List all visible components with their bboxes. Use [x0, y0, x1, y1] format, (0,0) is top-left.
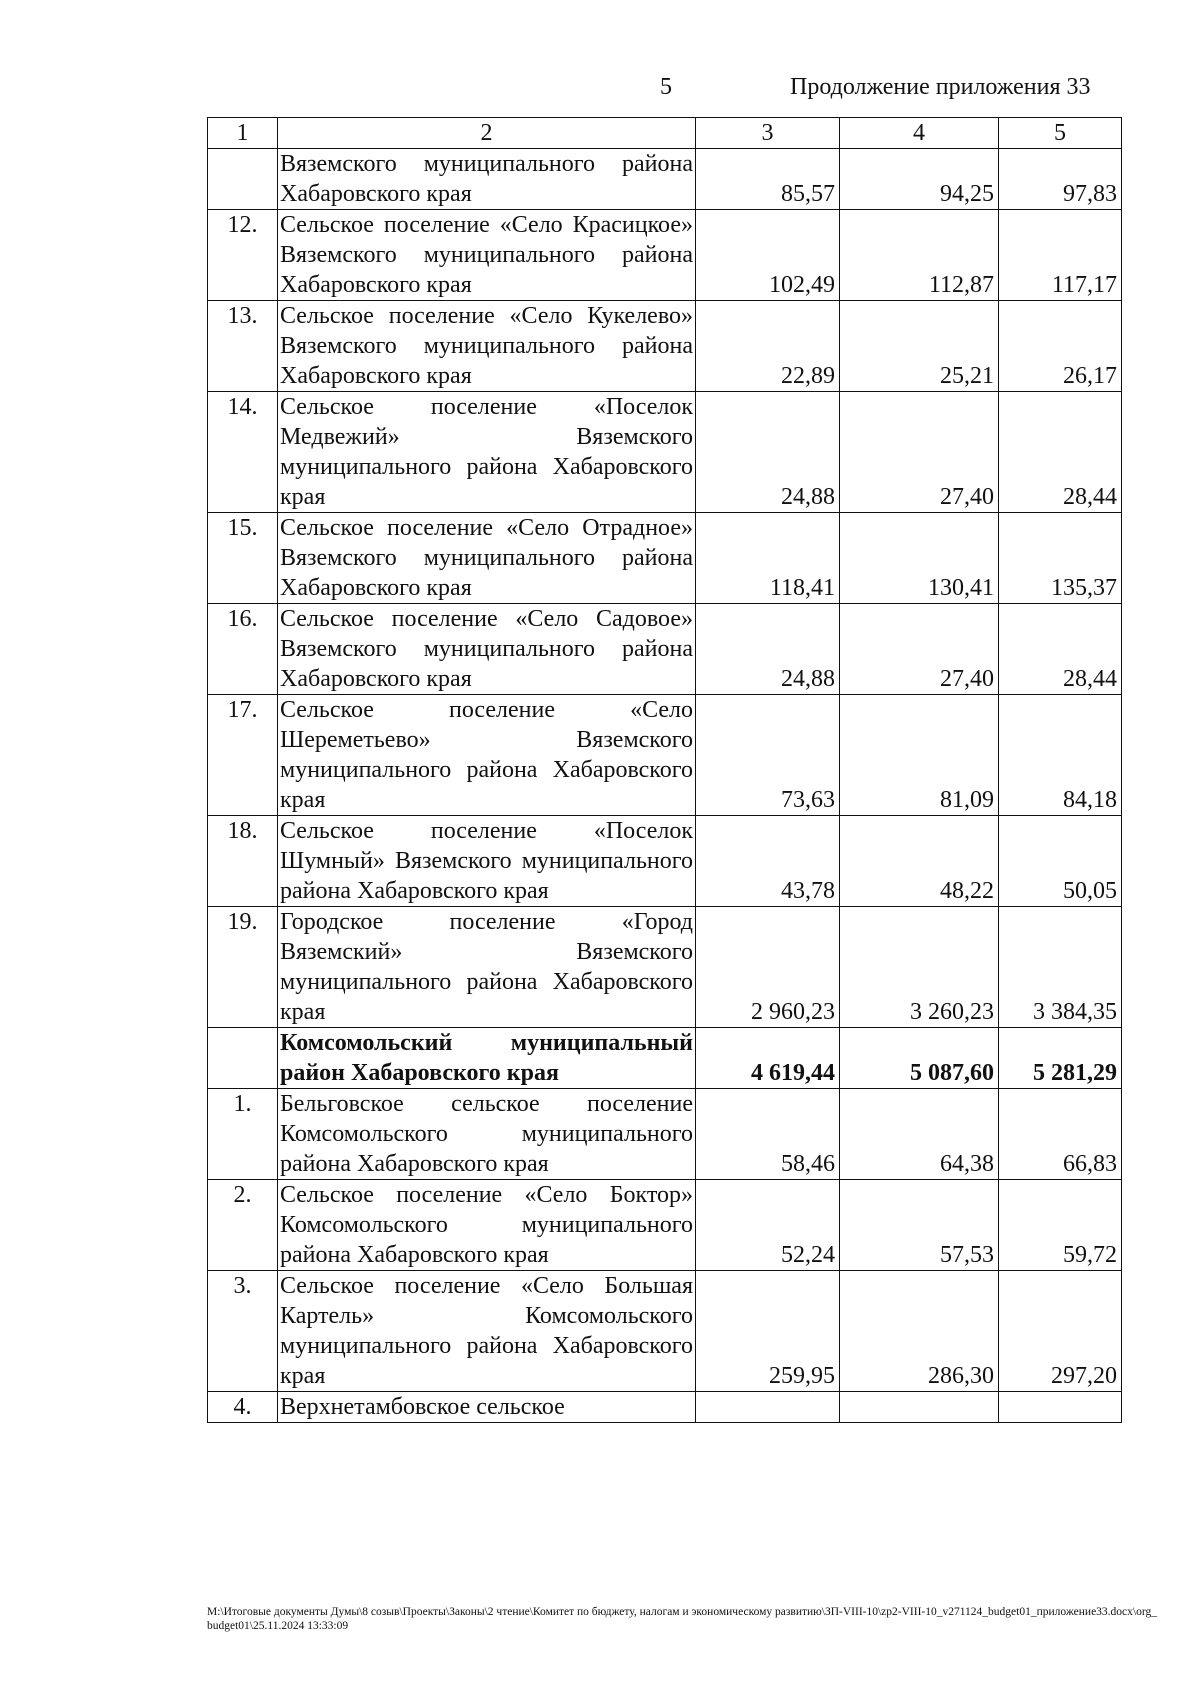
- table-row: [208, 210, 1122, 301]
- column-header: 1: [208, 118, 278, 149]
- column-header: 3: [696, 118, 840, 149]
- value-column-5: 135,37: [999, 513, 1122, 604]
- value-column-5: 5 281,29: [999, 1028, 1122, 1089]
- value-column-4: 48,22: [840, 816, 999, 907]
- column-header: 2: [278, 118, 696, 149]
- municipality-name: Сельское поселение «Поселок Медвежий» Вяземского муниципального района Хабаровского края: [278, 392, 696, 513]
- table-row: [208, 604, 1122, 695]
- value-column-3: 102,49: [696, 210, 840, 301]
- value-column-4: 81,09: [840, 695, 999, 816]
- row-number: [208, 149, 278, 210]
- value-column-4: [840, 1392, 999, 1423]
- row-number: 4.: [208, 1392, 278, 1423]
- column-header: 4: [840, 118, 999, 149]
- municipality-name: Сельское поселение «Село Шереметьево» Вяземского муниципального района Хабаровского края: [278, 695, 696, 816]
- value-column-4: 27,40: [840, 392, 999, 513]
- value-column-3: 2 960,23: [696, 907, 840, 1028]
- value-column-3: 85,57: [696, 149, 840, 210]
- value-column-4: 27,40: [840, 604, 999, 695]
- municipality-name: Сельское поселение «Село Отрадное» Вяземского муниципального района Хабаровского края: [278, 513, 696, 604]
- row-number: 16.: [208, 604, 278, 695]
- municipality-name: Вяземского муниципального района Хабаровского края: [278, 149, 696, 210]
- value-column-3: [696, 1392, 840, 1423]
- value-column-5: 97,83: [999, 149, 1122, 210]
- value-column-4: 3 260,23: [840, 907, 999, 1028]
- value-column-4: 5 087,60: [840, 1028, 999, 1089]
- value-column-4: 130,41: [840, 513, 999, 604]
- value-column-3: 52,24: [696, 1180, 840, 1271]
- value-column-5: 66,83: [999, 1089, 1122, 1180]
- table-row: [208, 1392, 1122, 1423]
- row-number: 3.: [208, 1271, 278, 1392]
- row-number: [208, 1028, 278, 1089]
- value-column-4: 64,38: [840, 1089, 999, 1180]
- value-column-5: 26,17: [999, 301, 1122, 392]
- municipality-name: Верхнетамбовское сельское: [278, 1392, 696, 1423]
- value-column-3: 4 619,44: [696, 1028, 840, 1089]
- table-header-row: [208, 118, 1122, 149]
- column-header: 5: [999, 118, 1122, 149]
- row-number: 19.: [208, 907, 278, 1028]
- value-column-3: 118,41: [696, 513, 840, 604]
- value-column-5: 3 384,35: [999, 907, 1122, 1028]
- table-row: [208, 513, 1122, 604]
- value-column-5: 28,44: [999, 604, 1122, 695]
- value-column-5: 297,20: [999, 1271, 1122, 1392]
- municipality-name: Сельское поселение «Поселок Шумный» Вяземского муниципального района Хабаровского края: [278, 816, 696, 907]
- value-column-5: 50,05: [999, 816, 1122, 907]
- value-column-3: 259,95: [696, 1271, 840, 1392]
- table-row: [208, 301, 1122, 392]
- municipality-name: Комсомольский муниципальный район Хабаровского края: [278, 1028, 696, 1089]
- value-column-5: 84,18: [999, 695, 1122, 816]
- value-column-5: 117,17: [999, 210, 1122, 301]
- municipality-name: Сельское поселение «Село Садовое» Вяземского муниципального района Хабаровского края: [278, 604, 696, 695]
- document-file-path: M:\Итоговые документы Думы\8 созыв\Проекты\Законы\2 чтение\Комитет по бюджету, налогам и экономическому развитию\ЗП-VIII-10\zp2-VIII-10_v271124_budget01_приложение33.docx\org_budget01\25.11.2024 13:33:09: [207, 1606, 1157, 1632]
- value-column-4: 112,87: [840, 210, 999, 301]
- row-number: 12.: [208, 210, 278, 301]
- row-number: 13.: [208, 301, 278, 392]
- row-number: 18.: [208, 816, 278, 907]
- value-column-5: 28,44: [999, 392, 1122, 513]
- municipality-name: Сельское поселение «Село Боктор» Комсомольского муниципального района Хабаровского края: [278, 1180, 696, 1271]
- table-row: [208, 1180, 1122, 1271]
- table-row: [208, 1089, 1122, 1180]
- value-column-4: 94,25: [840, 149, 999, 210]
- table-row: [208, 816, 1122, 907]
- row-number: 14.: [208, 392, 278, 513]
- table-row: [208, 695, 1122, 816]
- page-number: 5: [660, 74, 672, 100]
- table-row: [208, 907, 1122, 1028]
- municipality-name: Сельское поселение «Село Большая Картель» Комсомольского муниципального района Хабаровского края: [278, 1271, 696, 1392]
- row-number: 15.: [208, 513, 278, 604]
- value-column-3: 24,88: [696, 604, 840, 695]
- appendix-label: Продолжение приложения 33: [790, 74, 1091, 100]
- municipality-name: Сельское поселение «Село Красицкое» Вяземского муниципального района Хабаровского края: [278, 210, 696, 301]
- budget-table: [207, 117, 1122, 1423]
- value-column-5: 59,72: [999, 1180, 1122, 1271]
- value-column-4: 57,53: [840, 1180, 999, 1271]
- value-column-3: 24,88: [696, 392, 840, 513]
- municipality-name: Бельговское сельское поселение Комсомольского муниципального района Хабаровского края: [278, 1089, 696, 1180]
- table-row: [208, 1028, 1122, 1089]
- table-row: [208, 392, 1122, 513]
- table-row: [208, 1271, 1122, 1392]
- value-column-4: 25,21: [840, 301, 999, 392]
- row-number: 2.: [208, 1180, 278, 1271]
- value-column-3: 58,46: [696, 1089, 840, 1180]
- value-column-5: [999, 1392, 1122, 1423]
- table-row: [208, 149, 1122, 210]
- value-column-3: 22,89: [696, 301, 840, 392]
- value-column-4: 286,30: [840, 1271, 999, 1392]
- row-number: 1.: [208, 1089, 278, 1180]
- value-column-3: 43,78: [696, 816, 840, 907]
- value-column-3: 73,63: [696, 695, 840, 816]
- row-number: 17.: [208, 695, 278, 816]
- municipality-name: Городское поселение «Город Вяземский» Вяземского муниципального района Хабаровского края: [278, 907, 696, 1028]
- municipality-name: Сельское поселение «Село Кукелево» Вяземского муниципального района Хабаровского края: [278, 301, 696, 392]
